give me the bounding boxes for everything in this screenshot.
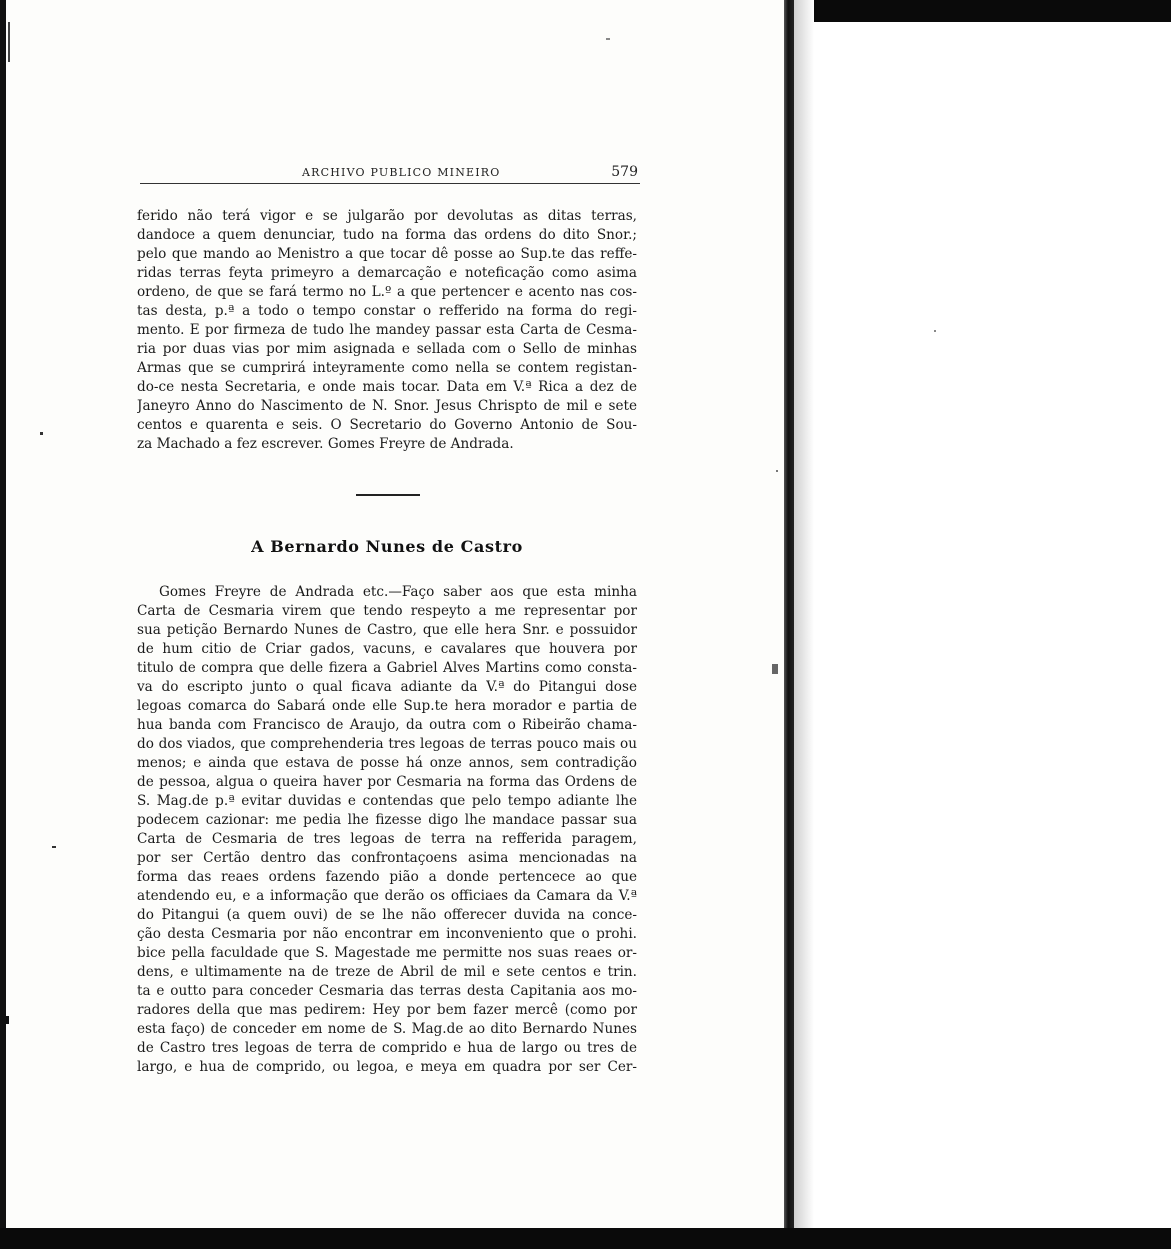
charter-paragraph: [137, 583, 637, 1077]
text-line: dens, e ultimamente na de treze de Abril de mil e sete centos e trin.: [137, 964, 637, 980]
text-line: ferido não terá vigor e se julgarão por devolutas as ditas terras,: [137, 208, 637, 224]
text-line: de Castro tres legoas de terra de comprido e hua de largo ou tres de: [137, 1040, 637, 1056]
text-line: forma das reaes ordens fazendo pião a donde pertencece ao que: [137, 869, 637, 885]
text-line: Janeyro Anno do Nascimento de N. Snor. Jesus Chrispto de mil e sete: [137, 398, 637, 414]
continued-paragraph: [137, 207, 637, 454]
text-line: legoas comarca do Sabará onde elle Sup.te hera morador e partia de: [137, 698, 637, 714]
section-separator: [356, 494, 420, 496]
spine-shadow: [794, 0, 814, 1249]
text-line: titulo de compra que delle fizera a Gabriel Alves Martins como consta-: [137, 660, 637, 676]
book-spine: [784, 0, 794, 1249]
text-line: ta e outto para conceder Cesmaria das terras desta Capitania aos mo-: [137, 983, 637, 999]
text-line: de pessoa, algua o queira haver por Cesmaria na forma das Ordens de: [137, 774, 637, 790]
text-line: de hum citio de Criar gados, vacuns, e cavalares que houvera por: [137, 641, 637, 657]
text-line: do-ce nesta Secretaria, e onde mais tocar. Data em V.ª Rica a dez de: [137, 379, 637, 395]
scan-speck: [8, 22, 10, 62]
text-line: por ser Certão dentro das confrontaçoens asima mencionadas na: [137, 850, 637, 866]
text-line: ridas terras feyta primeyro a demarcação e noteficação como asima: [137, 265, 637, 281]
text-line: radores della que mas pedirem: Hey por bem fazer mercê (como por: [137, 1002, 637, 1018]
text-line: tas desta, p.ª a todo o tempo constar o refferido na forma do regi-: [137, 303, 637, 319]
text-line: ria por duas vias por mim asignada e sellada com o Sello de minhas: [137, 341, 637, 357]
text-line: do dos viados, que comprehenderia tres legoas de terras pouco mais ou: [137, 736, 637, 752]
running-title: ARCHIVO PUBLICO MINEIRO: [302, 166, 501, 179]
text-line: hua banda com Francisco de Araujo, da outra com o Ribeirão chama-: [137, 717, 637, 733]
text-line: dandoce a quem denunciar, tudo na forma das ordens do dito Snor.;: [137, 227, 637, 243]
text-line: va do escripto junto o qual ficava adiante da V.ª do Pitangui dose: [137, 679, 637, 695]
text-line: pelo que mando ao Menistro a que tocar dê posse ao Sup.te das reffe-: [137, 246, 637, 262]
scan-speck: [776, 470, 778, 472]
text-line: largo, e hua de comprido, ou legoa, e meya em quadra por ser Cer-: [137, 1059, 637, 1075]
right-blank-page: [814, 22, 1171, 1228]
text-line: Armas que se cumprirá inteyramente como nella se contem registan-: [137, 360, 637, 376]
scan-speck: [40, 432, 43, 435]
scan-bottom-border: [0, 1228, 1171, 1249]
text-line: bice pella faculdade que S. Magestade me permitte nos suas reaes or-: [137, 945, 637, 961]
text-line: atendendo eu, e a informação que derão os officiaes da Camara da V.ª: [137, 888, 637, 904]
text-line: mento. E por firmeza de tudo lhe mandey passar esta Carta de Cesma-: [137, 322, 637, 338]
text-line: do Pitangui (a quem ouvi) de se lhe não offerecer duvida na conce-: [137, 907, 637, 923]
text-line: Gomes Freyre de Andrada etc.—Faço saber aos que esta minha: [159, 584, 637, 600]
text-line: ordeno, de que se fará termo no L.º a que pertencer e acento nas cos-: [137, 284, 637, 300]
page-number: 579: [611, 164, 638, 180]
header-rule: [140, 183, 640, 184]
text-line: esta faço) de conceder em nome de S. Mag.de ao dito Bernardo Nunes: [137, 1021, 637, 1037]
text-line: S. Mag.de p.ª evitar duvidas e contendas que pelo tempo adiante lhe: [137, 793, 637, 809]
section-title: A Bernardo Nunes de Castro: [251, 537, 523, 556]
scan-speck: [52, 846, 56, 848]
scan-speck: [772, 664, 778, 674]
text-line: sua petição Bernardo Nunes de Castro, que elle hera Snr. e possuidor: [137, 622, 637, 638]
page-header: [140, 164, 642, 184]
scan-speck: [6, 1016, 9, 1024]
scan-speck: [606, 38, 610, 40]
text-line: podecem cazionar: me pedia lhe fizesse digo lhe mandace passar sua: [137, 812, 637, 828]
text-line: Carta de Cesmaria de tres legoas de terra na refferida paragem,: [137, 831, 637, 847]
text-line: menos; e ainda que estava de posse há onze annos, sem contradição: [137, 755, 637, 771]
text-line: ção desta Cesmaria por não encontrar em inconveniento que o prohi.: [137, 926, 637, 942]
text-line: za Machado a fez escrever. Gomes Freyre de Andrada.: [137, 436, 514, 452]
text-line: Carta de Cesmaria virem que tendo respeyto a me representar por: [137, 603, 637, 619]
text-line: centos e quarenta e seis. O Secretario do Governo Antonio de Sou-: [137, 417, 637, 433]
scan-left-edge: [0, 0, 6, 1249]
scan-speck: [934, 330, 936, 332]
